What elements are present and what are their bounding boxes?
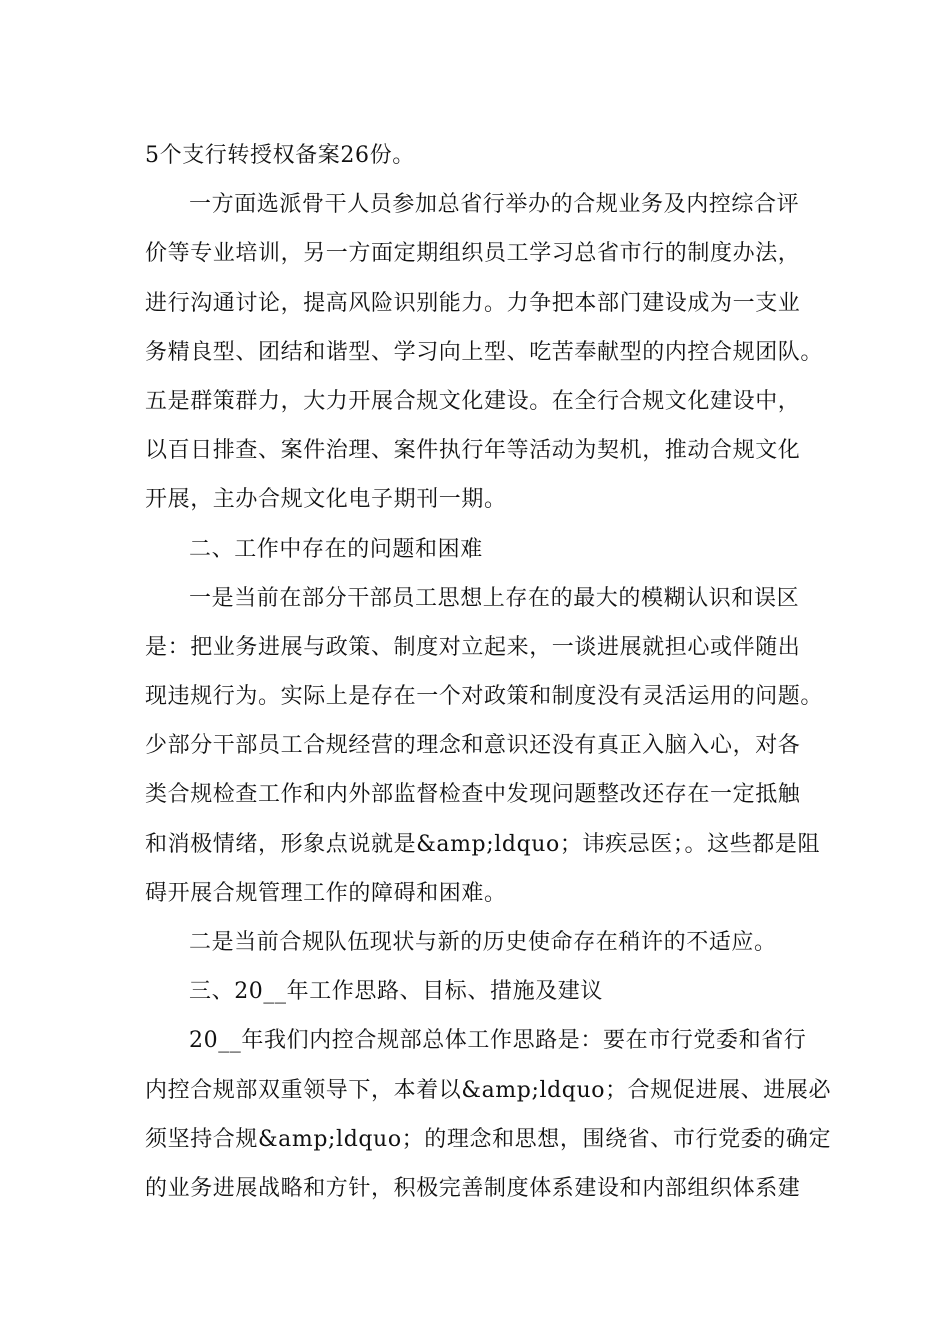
text-line-21: 须坚持合规&amp;ldquo；的理念和思想，围绕省、市行党委的确定 [145, 1126, 832, 1152]
text-line-8: 开展，主办合规文化电子期刊一期。 [145, 487, 507, 513]
section-heading-3: 三、20__年工作思路、目标、措施及建议 [189, 979, 603, 1005]
text-line-1: 5个支行转授权备案26份。 [145, 143, 415, 168]
text-line-14: 类合规检查工作和内外部监督检查中发现问题整改还存在一定抵触 [145, 782, 801, 808]
text-line-16: 碍开展合规管理工作的障碍和困难。 [145, 880, 507, 906]
text-line-5: 务精良型、团结和谐型、学习向上型、吃苦奉献型的内控合规团队。 [145, 339, 824, 365]
text-line-13: 少部分干部员工合规经营的理念和意识还没有真正入脑入心，对各 [145, 733, 801, 759]
section-heading-2: 二、工作中存在的问题和困难 [189, 536, 483, 562]
text-line-19: 20__年我们内控合规部总体工作思路是：要在市行党委和省行 [189, 1028, 807, 1054]
text-line-20: 内控合规部双重领导下，本着以&amp;ldquo；合规促进展、进展必 [145, 1077, 832, 1103]
text-line-22: 的业务进展战略和方针，积极完善制度体系建设和内部组织体系建 [145, 1175, 801, 1201]
text-line-12: 现违规行为。实际上是存在一个对政策和制度没有灵活运用的问题。 [145, 684, 824, 710]
text-line-15: 和消极情绪，形象点说就是&amp;ldquo；讳疾忌医；。这些都是阻 [145, 831, 821, 857]
text-line-7: 以百日排查、案件治理、案件执行年等活动为契机，推动合规文化 [145, 438, 801, 464]
text-line-17: 二是当前合规队伍现状与新的历史使命存在稍许的不适应。 [189, 930, 777, 955]
text-line-2: 一方面选派骨干人员参加总省行举办的合规业务及内控综合评 [189, 192, 800, 218]
text-line-10: 一是当前在部分干部员工思想上存在的最大的模糊认识和误区 [189, 585, 800, 611]
text-line-11: 是：把业务进展与政策、制度对立起来，一谈进展就担心或伴随出 [145, 634, 801, 660]
text-line-4: 进行沟通讨论，提高风险识别能力。力争把本部门建设成为一支业 [145, 290, 801, 316]
text-line-3: 价等专业培训，另一方面定期组织员工学习总省市行的制度办法， [145, 241, 801, 267]
text-line-6: 五是群策群力，大力开展合规文化建设。在全行合规文化建设中， [145, 388, 801, 414]
body-text [145, 131, 832, 1213]
